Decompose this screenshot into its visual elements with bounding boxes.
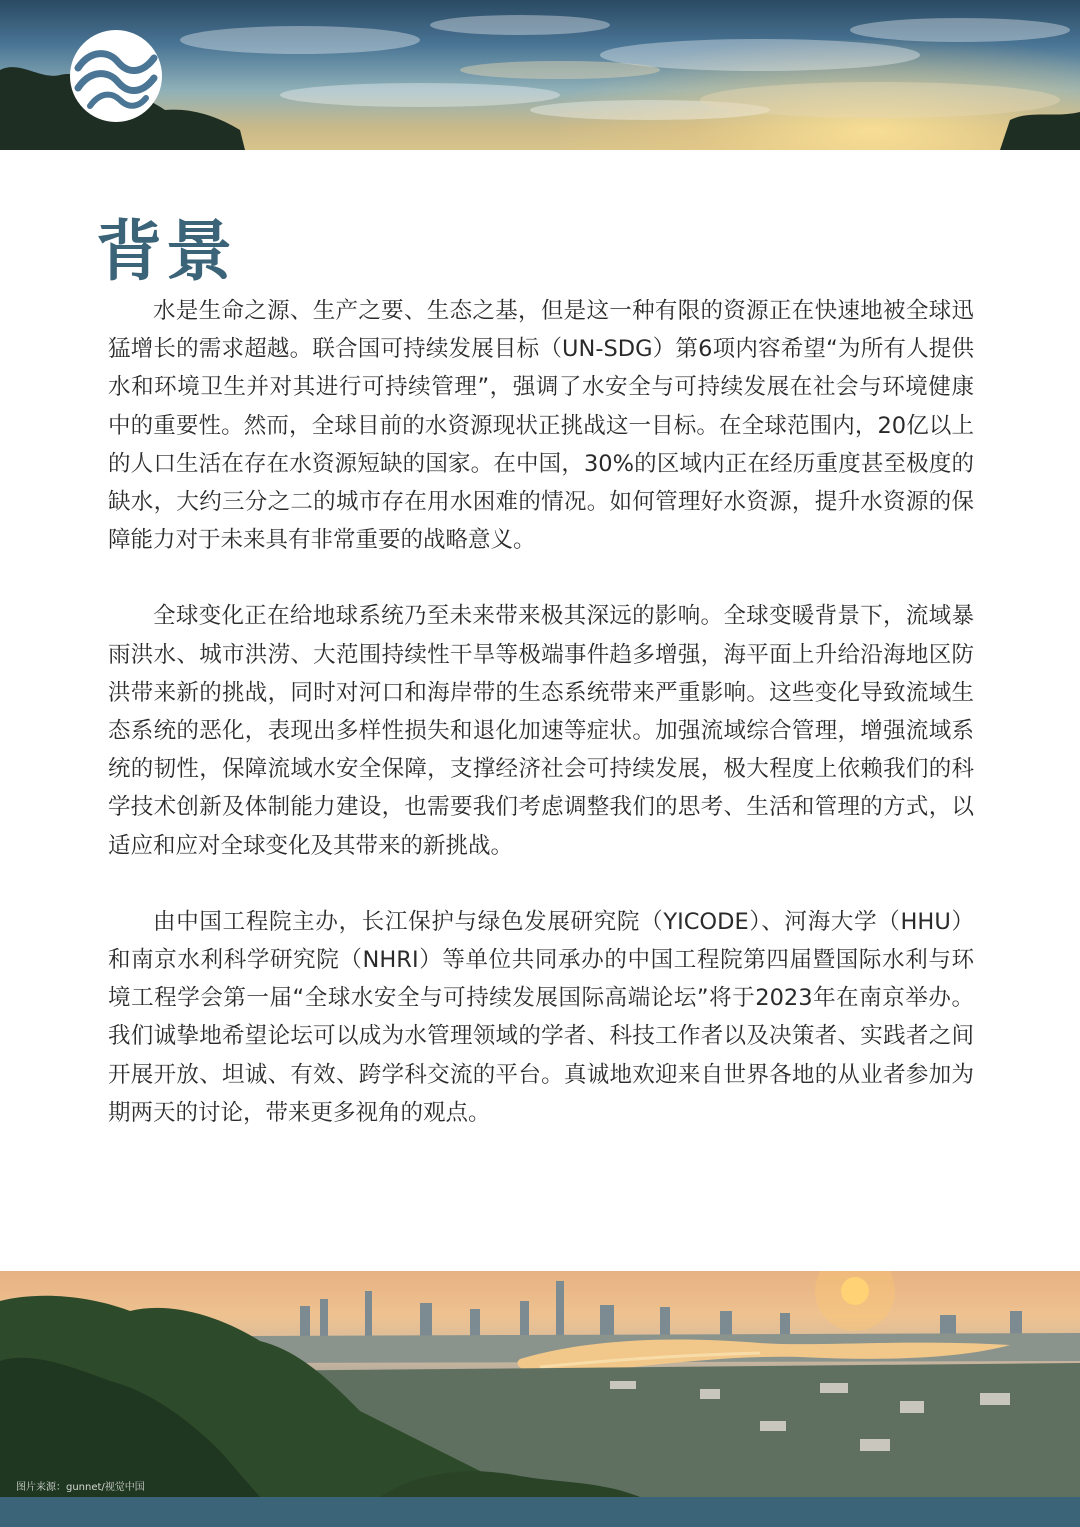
wave-globe-logo — [68, 28, 164, 124]
paragraph-2: 全球变化正在给地球系统乃至未来带来极其深远的影响。全球变暖背景下，流域暴雨洪水、城市洪涝、大范围持续性干旱等极端事件趋多增强，海平面上升给沿海地区防洪带来新的挑战，同时对河口和海岸带的生态系统带来严重影响。这些变化导致流域生态系统的恶化，表现出多样性损失和退化加速等症状。加强流域综合管理，增强流域系统的韧性，保障流域水安全保障，支撑经济社会可持续发展，极大程度上依赖我们的科学技术创新及体制能力建设，也需要我们考虑调整我们的思考、生活和管理的方式，以适应和应对全球变化及其带来的新挑战。 — [108, 603, 974, 859]
page-title: 背景 — [96, 213, 236, 290]
paragraph-1: 水是生命之源、生产之要、生态之基，但是这一种有限的资源正在快速地被全球迅猛增长的需求超越。联合国可持续发展目标（UN-SDG）第6项内容希望“为所有人提供水和环境卫生并对其进行可持续管理”，强调了水安全与可持续发展在社会与环境健康中的重要性。然而，全球目前的水资源现状正挑战这一目标。在全球范围内，20亿以上的人口生活在存在水资源短缺的国家。在中国，30%的区域内正在经历重度甚至极度的缺水，大约三分之二的城市存在用水困难的情况。如何管理好水资源，提升水资源的保障能力对于未来具有非常重要的战略意义。 — [108, 298, 974, 554]
city-landscape-image — [0, 1271, 1080, 1497]
city-scene — [0, 1271, 1080, 1497]
paragraph-3: 由中国工程院主办，长江保护与绿色发展研究院（YICODE）、河海大学（HHU）和南京水利科学研究院（NHRI）等单位共同承办的中国工程院第四届暨国际水利与环境工程学会第一届“全球水安全与可持续发展国际高端论坛”将于2023年在南京举办。我们诚挚地希望论坛可以成为水管理领域的学者、科技工作者以及决策者、实践者之间开展开放、坦诚、有效、跨学科交流的平台。真诚地欢迎来自世界各地的从业者参加为期两天的讨论，带来更多视角的观点。 — [108, 908, 974, 1126]
bottom-bar — [0, 1497, 1080, 1527]
photo-credit: 图片来源：gunnet/视觉中国 — [16, 1482, 145, 1493]
body-text — [108, 292, 974, 1170]
header-sky-image — [0, 0, 1080, 150]
